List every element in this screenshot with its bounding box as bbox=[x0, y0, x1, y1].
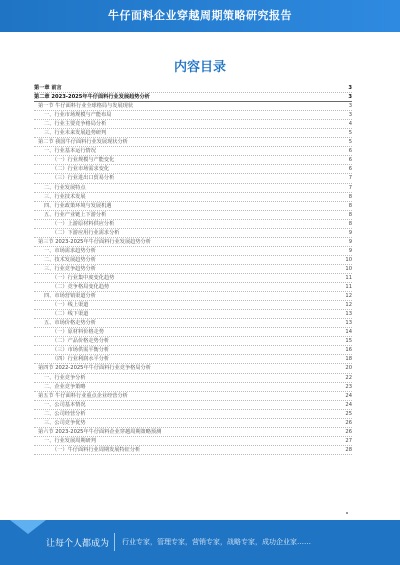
toc-entry-title: 二、企业竞争策略 bbox=[44, 383, 86, 390]
toc-entry-page: 18 bbox=[345, 356, 352, 363]
toc-entry-page: 8 bbox=[348, 211, 352, 218]
toc-entry-page: 3 bbox=[348, 94, 352, 101]
toc-entry[interactable] bbox=[34, 392, 352, 401]
toc-entry-page: 8 bbox=[348, 193, 352, 200]
toc-entry-page: 9 bbox=[348, 229, 352, 236]
toc-entry-title: 第二章 2023-2025年牛仔面料行业发展趋势分析 bbox=[34, 94, 150, 101]
toc-entry[interactable] bbox=[34, 346, 352, 355]
toc-entry-page: 9 bbox=[348, 247, 352, 254]
toc-entry-title: 二、公司经营分析 bbox=[44, 410, 86, 417]
toc-entry[interactable] bbox=[34, 256, 352, 265]
toc-entry-page: 11 bbox=[345, 284, 352, 291]
toc-entry[interactable] bbox=[34, 165, 352, 174]
footer-divider bbox=[114, 533, 115, 551]
toc-entry-title: 第三节 2023-2025年牛仔面料行业发展趋势分析 bbox=[38, 238, 151, 245]
toc-entry[interactable] bbox=[34, 437, 352, 446]
toc-entry[interactable] bbox=[34, 120, 352, 129]
toc-entry-page: 26 bbox=[345, 428, 352, 435]
toc-entry-title: （三）市场供需平衡分析 bbox=[52, 347, 110, 354]
toc-entry-title: 四、行业政策环境与发展机遇 bbox=[44, 202, 112, 209]
footer-slogan: 让每个人都成为 bbox=[46, 539, 110, 549]
toc-entry-title: （二）产品价格走势分析 bbox=[52, 338, 110, 345]
toc-entry-page: 12 bbox=[345, 293, 352, 300]
toc-entry[interactable] bbox=[34, 202, 352, 211]
toc-entry[interactable] bbox=[34, 419, 352, 428]
toc-entry-title: 一、行业市场规模与产能布局 bbox=[44, 112, 112, 119]
toc-entry-page: 27 bbox=[345, 437, 352, 444]
toc-entry[interactable] bbox=[34, 337, 352, 346]
toc-entry-page: 3 bbox=[348, 85, 352, 91]
toc-entry[interactable] bbox=[34, 93, 352, 102]
toc-entry[interactable] bbox=[34, 84, 352, 93]
toc-entry-title: 一、行业竞争分析 bbox=[44, 374, 86, 381]
toc-entry-title: （二）行业市场需求变化 bbox=[52, 166, 110, 173]
toc-entry[interactable] bbox=[34, 211, 352, 220]
toc-entry-page: 24 bbox=[345, 401, 352, 408]
toc-entry[interactable] bbox=[34, 193, 352, 202]
footer-accent-shape bbox=[10, 520, 46, 534]
toc-entry[interactable] bbox=[34, 102, 352, 111]
toc-entry-title: （一）牛仔面料行业周期发展特征分析 bbox=[52, 446, 141, 453]
toc-entry[interactable] bbox=[34, 174, 352, 183]
toc-entry-title: 四、市场营销渠道分析 bbox=[44, 293, 96, 300]
toc-entry[interactable] bbox=[34, 301, 352, 310]
toc-entry-title: （一）原材料价格走势 bbox=[52, 329, 104, 336]
toc-entry-page: 11 bbox=[345, 274, 352, 281]
toc-entry[interactable] bbox=[34, 147, 352, 156]
toc-entry[interactable] bbox=[34, 274, 352, 283]
toc-entry-title: （三）行业进出口贸易分析 bbox=[52, 175, 115, 182]
toc-entry-title: 第一节 牛仔面料行业全球格局与发展现状 bbox=[38, 103, 134, 110]
toc-entry[interactable] bbox=[34, 355, 352, 364]
toc-entry[interactable] bbox=[34, 220, 352, 229]
toc-entry-title: （一）上游原材料供应分析 bbox=[52, 220, 115, 227]
toc-entry-page: 5 bbox=[348, 139, 352, 146]
table-of-contents bbox=[34, 84, 352, 455]
toc-entry-page: 24 bbox=[345, 392, 352, 399]
toc-entry-title: （二）下游应用行业需求分析 bbox=[52, 229, 120, 236]
toc-entry-page: 28 bbox=[345, 446, 352, 453]
toc-entry-page: 25 bbox=[345, 410, 352, 417]
toc-entry[interactable] bbox=[34, 138, 352, 147]
toc-entry-title: 第二节 我国牛仔面料行业发展现状分析 bbox=[38, 139, 128, 146]
toc-entry-page: 6 bbox=[348, 148, 352, 155]
toc-entry-title: 二、技术发展趋势分析 bbox=[44, 256, 96, 263]
page-marker bbox=[346, 512, 348, 514]
toc-entry-page: 7 bbox=[348, 175, 352, 182]
toc-entry[interactable] bbox=[34, 364, 352, 373]
toc-entry-title: 二、行业主要竞争格局分析 bbox=[44, 121, 107, 128]
toc-heading: 内容目录 bbox=[173, 60, 226, 75]
toc-entry-page: 10 bbox=[345, 256, 352, 263]
toc-entry-page: 12 bbox=[345, 302, 352, 309]
toc-entry-title: 三、行业竞争趋势分析 bbox=[44, 265, 96, 272]
toc-entry[interactable] bbox=[34, 184, 352, 193]
toc-entry-page: 22 bbox=[345, 374, 352, 381]
toc-entry-page: 10 bbox=[345, 265, 352, 272]
toc-entry-title: 一、市场需求趋势分析 bbox=[44, 247, 96, 254]
toc-entry-title: 第一章 前言 bbox=[34, 85, 62, 91]
toc-entry-title: 五、市场价格走势分析 bbox=[44, 320, 96, 327]
toc-entry[interactable] bbox=[34, 229, 352, 238]
toc-entry-title: （一）行业规模与产能变化 bbox=[52, 157, 115, 164]
toc-entry-title: 三、行业未来发展趋势研判 bbox=[44, 130, 107, 137]
toc-entry-page: 3 bbox=[348, 103, 352, 110]
toc-entry-title: （二）竞争格局变化趋势 bbox=[52, 284, 110, 291]
toc-entry-title: 一、公司基本情况 bbox=[44, 401, 86, 408]
toc-entry[interactable] bbox=[34, 383, 352, 392]
toc-entry[interactable] bbox=[34, 247, 352, 256]
toc-entry-title: 第六节 2023-2025年牛仔面料企业穿越周期策略预测 bbox=[38, 428, 162, 435]
toc-entry[interactable] bbox=[34, 292, 352, 301]
toc-entry[interactable] bbox=[34, 328, 352, 337]
toc-entry[interactable] bbox=[34, 428, 352, 437]
toc-entry-page: 8 bbox=[348, 220, 352, 227]
toc-entry-title: 三、公司竞争优势 bbox=[44, 419, 86, 426]
toc-entry[interactable] bbox=[34, 319, 352, 328]
toc-entry-title: 三、行业技术发展 bbox=[44, 193, 86, 200]
toc-entry-title: （四）行业利润水平分析 bbox=[52, 356, 110, 363]
toc-entry-page: 7 bbox=[348, 184, 352, 191]
toc-entry-page: 5 bbox=[348, 130, 352, 137]
toc-entry-title: （一）线上渠道 bbox=[52, 302, 89, 309]
toc-entry-page: 4 bbox=[348, 121, 352, 128]
toc-entry-title: 第五节 牛仔面料行业重点企业经营分析 bbox=[38, 392, 128, 399]
toc-entry-page: 23 bbox=[345, 383, 352, 390]
toc-entry-page: 14 bbox=[345, 329, 352, 336]
toc-entry-page: 8 bbox=[348, 202, 352, 209]
toc-entry[interactable] bbox=[34, 129, 352, 138]
toc-entry[interactable] bbox=[34, 265, 352, 274]
toc-entry-page: 13 bbox=[345, 311, 352, 318]
toc-entry-title: 第四节 2022-2025年牛仔面料行业竞争格局分析 bbox=[38, 365, 151, 372]
toc-entry-title: （二）线下渠道 bbox=[52, 311, 89, 318]
toc-entry-page: 9 bbox=[348, 238, 352, 245]
toc-entry-page: 13 bbox=[345, 320, 352, 327]
toc-entry-page: 20 bbox=[345, 365, 352, 372]
toc-entry[interactable] bbox=[34, 283, 352, 292]
toc-entry-page: 3 bbox=[348, 112, 352, 119]
toc-entry[interactable] bbox=[34, 374, 352, 383]
footer-tagline: 行业专家，管理专家，营销专家，战略专家，成功企业家…… bbox=[122, 538, 311, 546]
toc-entry-title: 五、行业产业链上下游分析 bbox=[44, 211, 107, 218]
toc-entry-page: 16 bbox=[345, 347, 352, 354]
report-title: 牛仔面料企业穿越周期策略研究报告 bbox=[108, 9, 292, 22]
toc-entry-page: 6 bbox=[348, 157, 352, 164]
toc-entry[interactable] bbox=[34, 238, 352, 247]
toc-entry-title: 一、行业发展周期研判 bbox=[44, 437, 96, 444]
toc-entry-title: 二、行业发展特点 bbox=[44, 184, 86, 191]
toc-entry[interactable] bbox=[34, 156, 352, 165]
toc-entry-page: 26 bbox=[345, 419, 352, 426]
toc-entry-page: 15 bbox=[345, 338, 352, 345]
toc-entry[interactable] bbox=[34, 446, 352, 455]
toc-entry[interactable] bbox=[34, 310, 352, 319]
toc-entry[interactable] bbox=[34, 111, 352, 120]
toc-entry-title: （一）行业集中度变化趋势 bbox=[52, 274, 115, 281]
toc-entry-page: 6 bbox=[348, 166, 352, 173]
toc-entry-title: 一、行业基本运行情况 bbox=[44, 148, 96, 155]
toc-entry[interactable] bbox=[34, 410, 352, 419]
toc-entry[interactable] bbox=[34, 401, 352, 410]
